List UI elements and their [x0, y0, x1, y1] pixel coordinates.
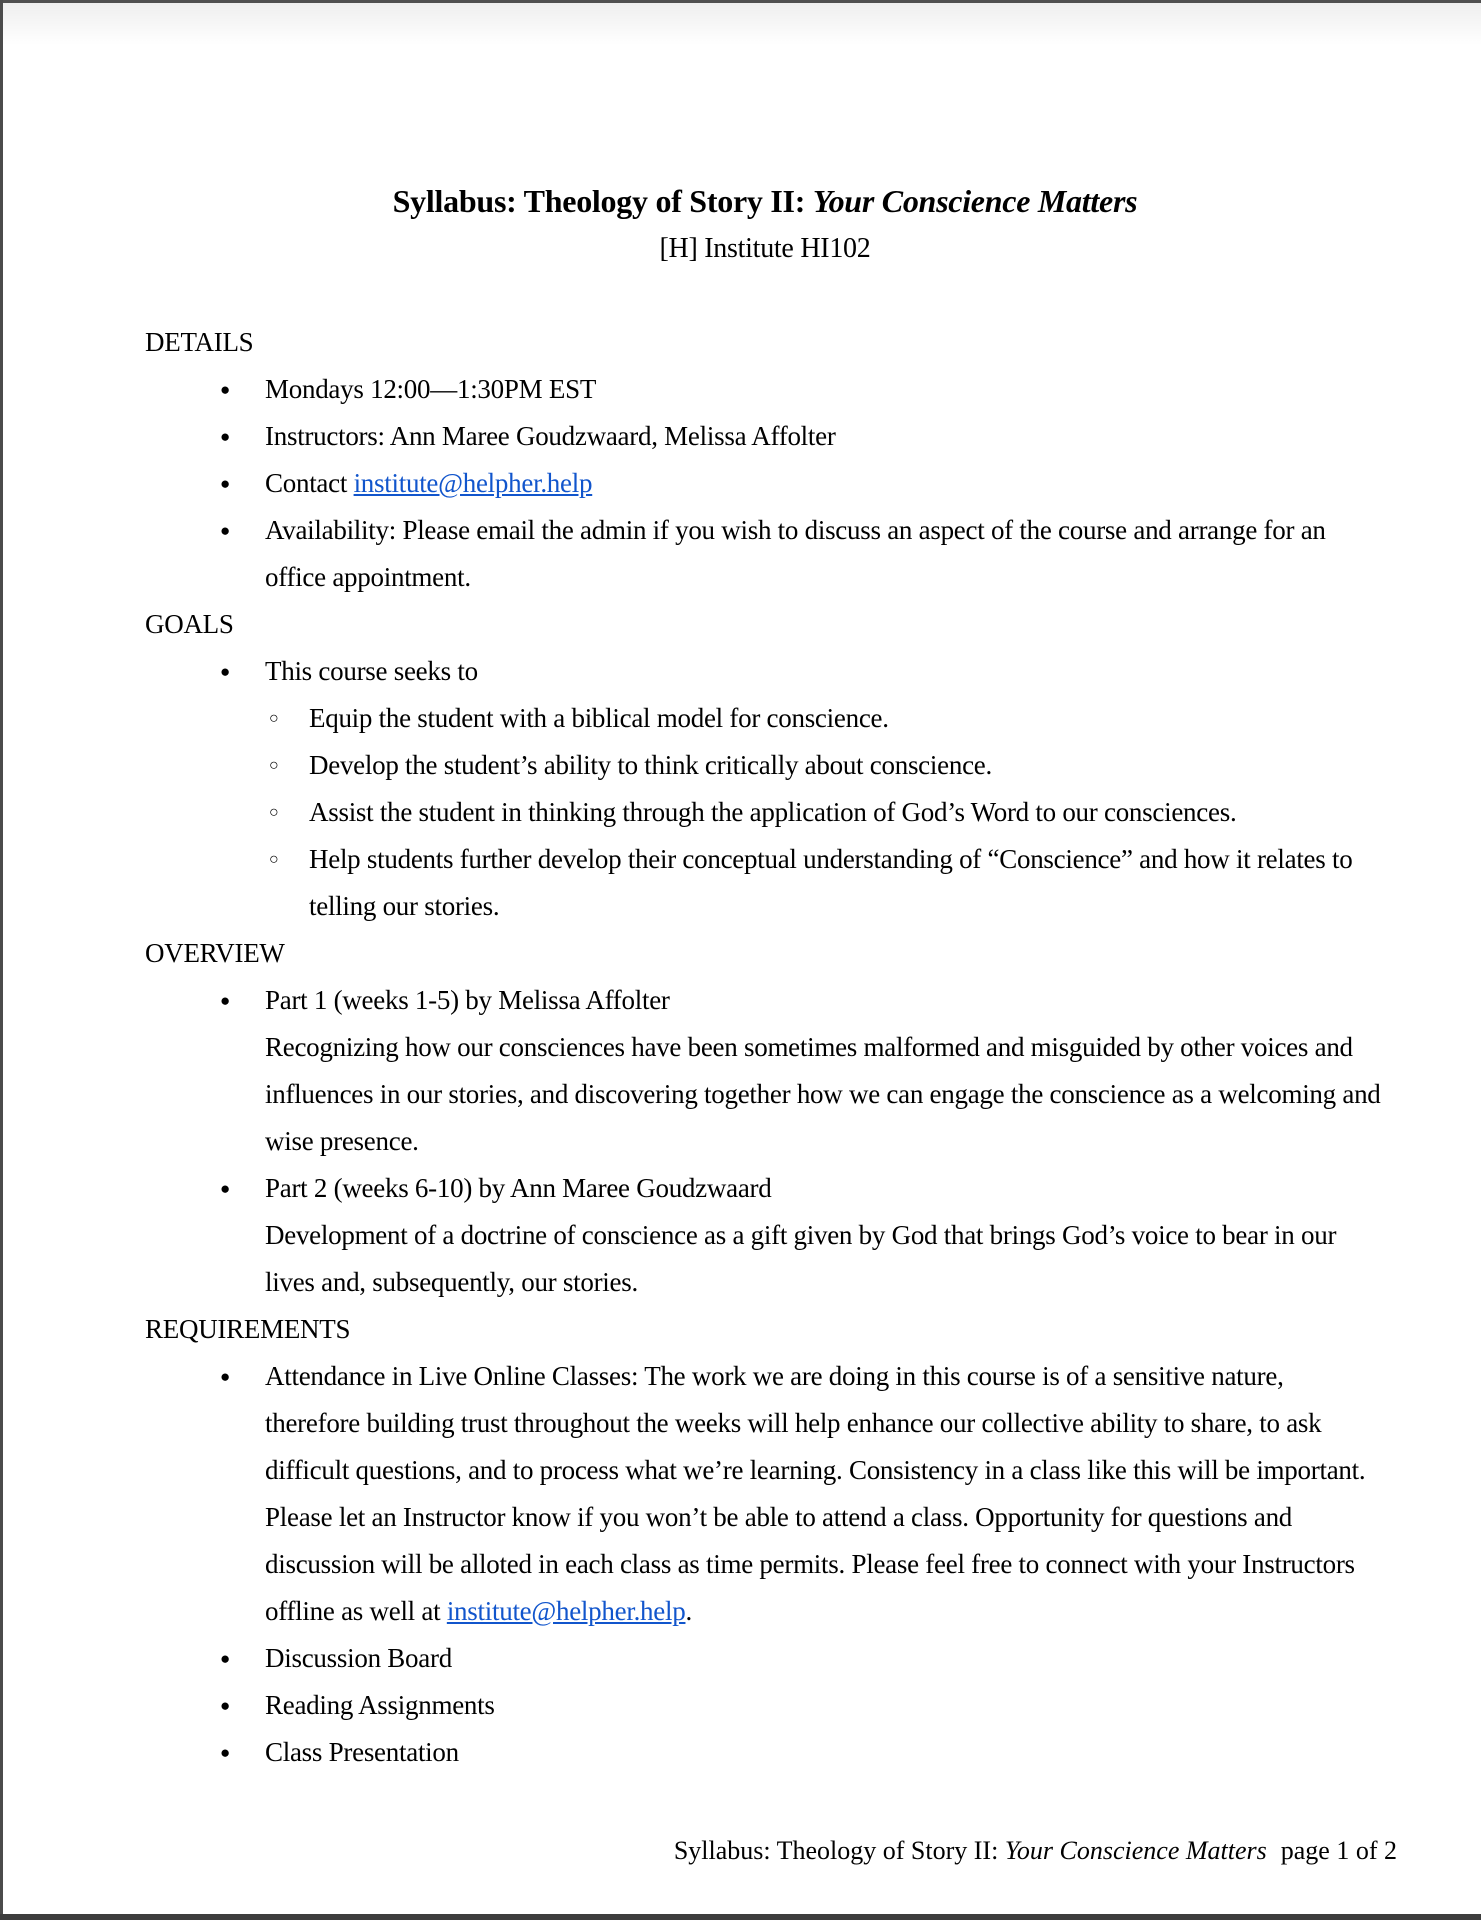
email-link[interactable]: institute@helpher.help: [446, 1596, 686, 1626]
course-code: [H] Institute HI102: [659, 233, 871, 264]
bullet-icon: ●: [220, 1696, 230, 1715]
bullet-item-contact: [145, 460, 1385, 507]
instructors-text: Instructors: Ann Maree Goudzwaard, Melissa Affolter: [265, 421, 836, 451]
bullet-icon: ●: [220, 427, 230, 446]
page-top-shadow: [0, 3, 1481, 45]
page-title: [145, 178, 1385, 225]
sub-bullet-item-goal-1: [145, 695, 1385, 742]
circle-bullet-icon: ○: [269, 851, 279, 868]
bullet-item-schedule: [145, 366, 1385, 413]
bullet-icon: ●: [220, 1179, 230, 1198]
contact-label: Contact: [265, 468, 354, 498]
bullet-icon: ●: [220, 1649, 230, 1668]
circle-bullet-icon: ○: [269, 710, 279, 727]
bullet-icon: ●: [220, 1367, 230, 1386]
part-2-lead: Part 2 (weeks 6-10) by Ann Maree Goudzwaard: [265, 1173, 772, 1203]
bullet-item-part-2: [145, 1165, 1385, 1306]
attendance-period: .: [685, 1596, 692, 1626]
attendance-text: [265, 1353, 1385, 1635]
footer-title: Syllabus: Theology of Story II:: [673, 1836, 1005, 1865]
goals-intro-text: This course seeks to: [265, 656, 478, 686]
part-1: [265, 977, 1385, 1165]
bullet-icon: ●: [220, 991, 230, 1010]
bullet-icon: ●: [220, 662, 230, 681]
bullet-icon: ●: [220, 380, 230, 399]
schedule-text: Mondays 12:00—1:30PM EST: [265, 374, 597, 404]
bullet-item-class-presentation: [145, 1729, 1385, 1776]
discussion-board-text: Discussion Board: [265, 1643, 452, 1673]
bullet-item-goals-intro: [145, 648, 1385, 695]
bullet-item-availability: [145, 507, 1385, 601]
bullet-icon: ●: [220, 474, 230, 493]
bullet-item-part-1: [145, 977, 1385, 1165]
page-footer: [674, 1836, 1397, 1866]
attendance-body: Attendance in Live Online Classes: The work we are doing in this course is of a sensitive nature, therefore building trust throughout the weeks will help enhance our collective ability to share, to ask difficult questions, and to process what we’re learning. Consistency in a class like this will be important. Please let an Instructor know if you won’t be able to attend a class. Opportunity for questions and discussion will be alloted in each class as time permits. Please feel free to connect with your Instructors offline as well at: [265, 1361, 1366, 1626]
class-presentation-text: Class Presentation: [265, 1737, 459, 1767]
goal-3-text: Assist the student in thinking through the application of God’s Word to our consciences.: [309, 797, 1237, 827]
bullet-item-attendance: [145, 1353, 1385, 1635]
bullet-item-discussion-board: [145, 1635, 1385, 1682]
contact-text: [265, 460, 1385, 507]
circle-bullet-icon: ○: [269, 804, 279, 821]
sub-bullet-item-goal-3: [145, 789, 1385, 836]
section-heading-goals: GOALS: [145, 609, 234, 639]
bullet-icon: ●: [220, 1743, 230, 1762]
goal-4-text: Help students further develop their conceptual understanding of “Conscience” and how it relates to telling our stories.: [309, 844, 1353, 921]
section-heading-details: DETAILS: [145, 327, 254, 357]
sub-bullet-item-goal-2: [145, 742, 1385, 789]
circle-bullet-icon: ○: [269, 757, 279, 774]
goal-1-text: Equip the student with a biblical model for conscience.: [309, 703, 889, 733]
bullet-item-instructors: [145, 413, 1385, 460]
part-2: [265, 1165, 1385, 1306]
availability-text: Availability: Please email the admin if you wish to discuss an aspect of the course and arrange for an office appointment.: [265, 515, 1326, 592]
bullet-item-reading-assignments: [145, 1682, 1385, 1729]
sub-bullet-item-goal-4: [145, 836, 1385, 930]
email-link[interactable]: institute@helpher.help: [353, 468, 593, 498]
part-1-lead: Part 1 (weeks 1-5) by Melissa Affolter: [265, 985, 670, 1015]
section-heading-overview: OVERVIEW: [145, 938, 285, 968]
page-top-border: [0, 0, 1481, 3]
reading-assignments-text: Reading Assignments: [265, 1690, 495, 1720]
page-title-main: Syllabus: Theology of Story II:: [392, 183, 813, 219]
part-2-description: Development of a doctrine of conscience as a gift given by God that brings God’s voice to bear in our lives and, subsequently, our stories.: [265, 1220, 1337, 1297]
goal-2-text: Develop the student’s ability to think critically about conscience.: [309, 750, 992, 780]
page-number: page 1 of 2: [1280, 1836, 1397, 1865]
page-left-border: [0, 0, 3, 1920]
bullet-icon: ●: [220, 521, 230, 540]
section-heading-requirements: REQUIREMENTS: [145, 1314, 351, 1344]
footer-title-italic: Your Conscience Matters: [1004, 1836, 1267, 1865]
part-1-description: Recognizing how our consciences have been sometimes malformed and misguided by other voices and influences in our stories, and discovering together how we can engage the conscience as a welcoming and wise presence.: [265, 1032, 1381, 1156]
page-title-italic: Your Conscience Matters: [812, 183, 1138, 219]
page-bottom-border: [0, 1914, 1481, 1920]
